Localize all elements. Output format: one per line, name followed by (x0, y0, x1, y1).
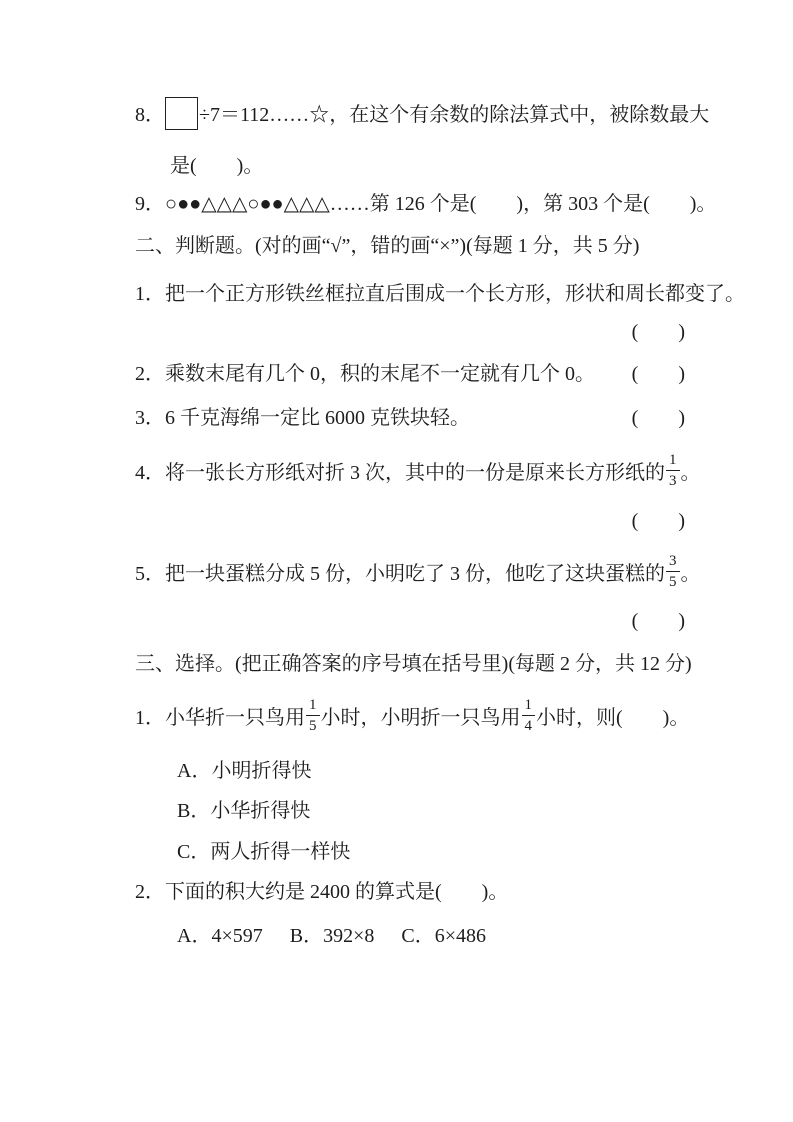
choice-item-1: 1． 小华折一只鸟用 $\frac{1}{5}$ 小时，小明折一只鸟用 $\frac{1}{4}$ 小时，则( )。 (135, 696, 690, 734)
blank-square-box (165, 97, 198, 130)
judge-item-1-number: 1． (135, 283, 165, 305)
judge-item-3-number: 3． (135, 407, 165, 429)
answer-bracket: ( ) (631, 510, 685, 532)
fraction-one-quarter: $\frac{1}{4}$ (522, 696, 536, 735)
choice-item-2-number: 2． (135, 881, 165, 903)
question-8-number: 8． (135, 104, 165, 126)
judge-item-5-suffix: 。 (680, 562, 701, 585)
worksheet-content (135, 96, 745, 952)
judge-item-1 (135, 278, 745, 310)
judge-item-5-bracket-line (135, 605, 685, 637)
question-8-answer-blank: 是( )。 (170, 155, 264, 177)
fraction-three-fifths: $\frac{3}{5}$ (666, 552, 680, 591)
answer-bracket: ( ) (631, 407, 685, 429)
question-8-line2 (170, 150, 685, 182)
choice-1-option-c (177, 836, 685, 868)
answer-bracket: ( ) (631, 363, 685, 385)
choice-2-option-b: B．392×8 (289, 925, 375, 947)
choice-2-option-a: A．4×597 (177, 925, 263, 947)
choice-1-option-b (177, 795, 685, 827)
question-8-text: ÷7＝112……☆，在这个有余数的除法算式中，被除数最大 (199, 104, 710, 126)
question-9-text: ○●●△△△○●●△△△……第 126 个是( )，第 303 个是( )。 (165, 193, 717, 215)
judge-item-4 (135, 442, 701, 498)
option-c-label: C． (177, 841, 211, 863)
judge-item-2-number: 2． (135, 363, 165, 385)
judge-section-title: 二、判断题。(对的画“√”，错的画“×”)(每题 1 分，共 5 分) (135, 235, 640, 257)
judge-item-3-text: 6 千克海绵一定比 6000 克铁块轻。 (165, 407, 470, 429)
choice-section-title: 三、选择。(把正确答案的序号填在括号里)(每题 2 分，共 12 分) (135, 653, 692, 675)
choice-item-1-number: 1． (135, 706, 165, 729)
judge-item-4-bracket-line (135, 505, 685, 537)
judge-item-5 (135, 543, 701, 599)
judge-item-5-text: 把一块蛋糕分成 5 份，小明吃了 3 份，他吃了这块蛋糕的 (165, 562, 665, 585)
judge-item-2 (135, 358, 685, 390)
option-a-label: A． (177, 760, 212, 782)
judge-item-1-text: 把一个正方形铁丝框拉直后围成一个长方形，形状和周长都变了。 (165, 283, 745, 305)
option-b-label: B． (177, 800, 211, 822)
judge-item-2-text: 乘数末尾有几个 0，积的末尾不一定就有几个 0。 (165, 363, 595, 385)
question-9 (135, 188, 717, 220)
choice-item-2 (135, 876, 685, 908)
fraction-one-third: $\frac{1}{3}$ (666, 451, 680, 490)
option-a-text: 小明折得快 (211, 760, 312, 782)
judge-item-4-text: 将一张长方形纸对折 3 次，其中的一份是原来长方形纸的 (165, 461, 665, 484)
choice-1-option-a (177, 755, 685, 787)
answer-bracket: ( ) (631, 321, 685, 343)
judge-item-4-number: 4． (135, 461, 165, 484)
answer-bracket: ( ) (631, 610, 685, 632)
judge-item-3 (135, 402, 685, 434)
fraction-one-fifth: $\frac{1}{5}$ (306, 696, 320, 735)
choice-2-option-c: C．6×486 (401, 925, 486, 947)
option-c-text: 两人折得一样快 (210, 841, 351, 863)
question-8-line1 (135, 96, 710, 134)
judge-item-4-suffix: 。 (680, 461, 701, 484)
choice-item-2-text: 下面的积大约是 2400 的算式是( )。 (165, 881, 509, 903)
question-9-number: 9． (135, 193, 165, 215)
judge-item-5-number: 5． (135, 562, 165, 585)
choice-2-options-line (177, 920, 685, 952)
option-b-text: 小华折得快 (210, 800, 311, 822)
judge-item-1-bracket-line (135, 316, 685, 348)
